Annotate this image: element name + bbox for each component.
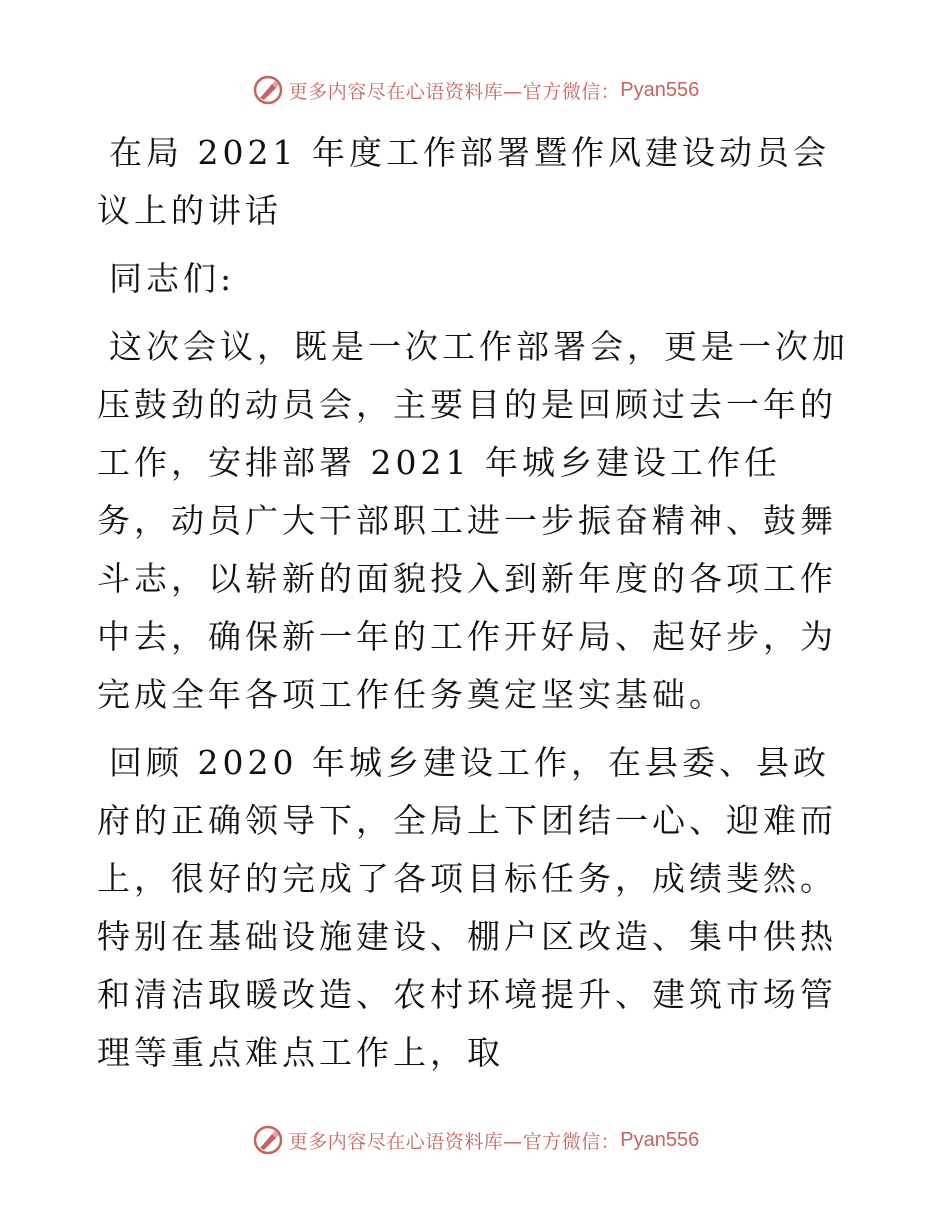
footer-watermark-banner	[0, 1120, 950, 1160]
footer-wechat-id: Pyan556	[620, 1128, 700, 1151]
pen-logo-icon	[251, 1123, 285, 1157]
salutation: 同志们:	[109, 259, 236, 298]
header-watermark-banner	[0, 70, 950, 110]
header-banner-text: 更多内容尽在心语资料库—官方微信：	[288, 80, 621, 103]
paragraph-2: 回顾 2020 年城乡建设工作，在县委、县政府的正确领导下，全局上下团结一心、迎难而上，很好的完成了各项目标任务，成绩斐然。特别在基础设施建设、棚户区改造、集中供热和清洁取暖改造、农村环境提升、建筑市场管理等重点难点工作上，取	[97, 743, 837, 1072]
paragraph-1: 这次会议，既是一次工作部署会，更是一次加压鼓劲的动员会，主要目的是回顾过去一年的工作，安排部署 2021 年城乡建设工作任务，动员广大干部职工进一步振奋精神、鼓舞斗志，以崭新的面貌投入到新年度的各项工作中去，确保新一年的工作开好局、起好步，为完成全年各项工作任务奠定坚实基础。	[97, 327, 849, 714]
header-wechat-id: Pyan556	[620, 78, 700, 101]
footer-banner-text: 更多内容尽在心语资料库—官方微信：	[288, 1130, 621, 1153]
document-body	[97, 124, 849, 1082]
pen-logo-icon	[251, 73, 285, 107]
document-title: 在局 2021 年度工作部署暨作风建设动员会议上的讲话	[97, 133, 830, 230]
